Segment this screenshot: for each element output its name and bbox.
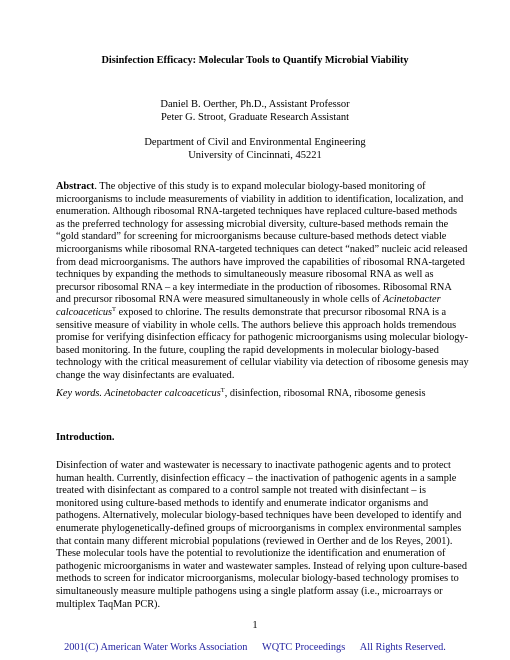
abstract-line: from dead microorganisms. The authors have improved the capabilities of ribosomal RNA-targeted bbox=[56, 256, 465, 268]
abstract-text: exposed to chlorine. The results demonstrate that precursor ribosomal RNA is a bbox=[116, 306, 447, 318]
intro-line: treated with disinfectant as compared to a control sample not treated with disinfectant – is bbox=[56, 485, 426, 497]
footer-proceedings: WQTC Proceedings bbox=[261, 642, 346, 653]
keywords-list: , disinfection, ribosomal RNA, ribosome genesis bbox=[224, 388, 426, 399]
abstract-line: based monitoring. In the future, coupling the rapid developments in molecular biology-based bbox=[56, 344, 439, 356]
keywords-line bbox=[56, 388, 460, 401]
abstract-line bbox=[56, 181, 460, 194]
intro-line: monitored using culture-based methods to identify and enumerate indicator organisms and bbox=[56, 497, 429, 509]
paper-title: Disinfection Efficacy: Molecular Tools to Quantify Microbial Viability bbox=[101, 55, 409, 66]
keywords-label: Key words. Acinetobacter calcoaceticus bbox=[56, 388, 221, 399]
abstract-line: as the preferred technology for assessing microbial diversity, culture-based methods remain the bbox=[56, 218, 449, 230]
abstract-line: microorganisms while ribosomal RNA-targeted techniques can detect “naked” nucleic acid released bbox=[56, 243, 468, 255]
intro-line: pathogenic microorganisms in water and wastewater samples. Instead of relying upon culture-based bbox=[56, 560, 467, 572]
species-epithet: calcoaceticus bbox=[56, 306, 113, 318]
abstract-line: sensitive measure of viability in whole cells. The authors believe this approach holds tremendous bbox=[56, 319, 457, 331]
page-number: 1 bbox=[252, 620, 258, 631]
keywords-sup: T bbox=[220, 387, 225, 394]
type-strain-sup: T bbox=[112, 305, 117, 313]
footer-copyright: 2001(C) American Water Works Association bbox=[64, 642, 248, 653]
abstract-line: techniques by expanding the methods to simultaneously measure ribosomal RNA as well as bbox=[56, 269, 434, 281]
abstract-line: technology with the critical measurement of cellular viability via detection of ribosome genesis may bbox=[56, 357, 469, 369]
abstract-line: microorganisms to include measurements of viability in addition to identification, localization, and bbox=[56, 193, 464, 205]
abstract-line: enumeration. Although ribosomal RNA-targeted techniques have replaced culture-based methods bbox=[56, 206, 457, 218]
introduction-heading: Introduction. bbox=[56, 432, 115, 443]
author-2: Peter G. Stroot, Graduate Research Assistant bbox=[160, 112, 350, 123]
page-footer bbox=[0, 642, 510, 653]
author-1: Daniel B. Oerther, Ph.D., Assistant Professor bbox=[160, 99, 350, 110]
intro-line: pathogens. Alternatively, molecular biology-based techniques have been developed to identify and bbox=[56, 510, 462, 522]
university: University of Cincinnati, 45221 bbox=[188, 150, 322, 161]
abstract-line: promise for verifying disinfection efficacy for pathogenic microorganisms using molecular biology- bbox=[56, 332, 468, 344]
intro-line: methods to screen for indicator microorganisms, molecular biology-based technology promises to bbox=[56, 573, 459, 585]
intro-line: that contain many different microbial populations (reviewed in Oerther and de los Reyes, 2001). bbox=[56, 535, 453, 547]
abstract-line: change the way disinfectants are evaluated. bbox=[56, 369, 235, 381]
author-list bbox=[0, 98, 510, 124]
intro-line: Disinfection of water and wastewater is necessary to inactivate pathogenic agents and to protect bbox=[56, 460, 451, 471]
abstract-line bbox=[56, 307, 460, 320]
affiliation bbox=[0, 136, 510, 162]
species-name: Acinetobacter bbox=[382, 294, 441, 306]
abstract-section bbox=[56, 181, 469, 383]
intro-line: human health. Currently, disinfection efficacy – the inactivation of pathogenic agents in a sample bbox=[56, 472, 457, 484]
intro-line: These molecular tools have the potential to revolutionize the identification and enumeration of bbox=[56, 548, 446, 560]
intro-line: simultaneously measure multiple pathogens using a single platform assay (i.e., microarrays or bbox=[56, 585, 443, 597]
footer-rights: All Rights Reserved. bbox=[359, 642, 446, 653]
abstract-line: “gold standard” for screening for microorganisms because culture-based methods detect viable bbox=[56, 231, 447, 243]
department: Department of Civil and Environmental Engineering bbox=[144, 137, 366, 148]
intro-line: enumerate phylogenetically-defined groups of microorganisms in complex environmental samples bbox=[56, 522, 462, 534]
abstract-line bbox=[56, 294, 460, 307]
abstract-line: precursor ribosomal RNA – a key intermediate in the production of ribosomes. Ribosomal RNA bbox=[56, 281, 452, 293]
abstract-label: Abstract bbox=[56, 181, 95, 192]
intro-line: multiplex TaqMan PCR). bbox=[56, 598, 161, 610]
abstract-text: and precursor ribosomal RNA were measured simultaneously in whole cells of bbox=[56, 294, 381, 306]
abstract-text: . The objective of this study is to expand molecular biology-based monitoring of bbox=[94, 181, 426, 192]
keywords-section bbox=[56, 388, 460, 401]
introduction-section bbox=[56, 460, 467, 611]
